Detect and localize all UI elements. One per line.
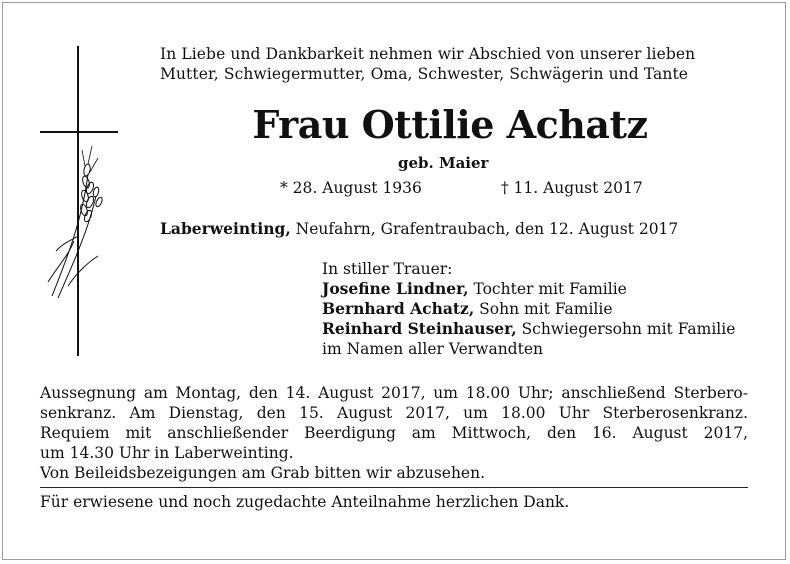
service-line: um 14.30 Uhr in Laberweinting. <box>40 444 294 462</box>
intro-line: In Liebe und Dankbarkeit nehmen wir Abschied von unserer lieben <box>160 45 696 63</box>
thanks-line: Für erwiesene und noch zugedachte Anteilnahme herzlichen Dank. <box>40 493 570 511</box>
condolence-note: Von Beileidsbezeigungen am Grab bitten wir abzusehen. <box>40 464 486 482</box>
divider <box>40 487 748 488</box>
intro-line: Mutter, Schwiegermutter, Oma, Schwester, Schwägerin und Tante <box>160 65 689 83</box>
mourner-name: Reinhard Steinhauser, <box>322 319 517 338</box>
place-date-line <box>160 219 678 238</box>
mourner-relation: Sohn mit Familie <box>474 300 613 318</box>
mourner-name: Bernhard Achatz, <box>322 299 475 318</box>
deceased-name: Frau Ottilie Achatz <box>252 102 648 147</box>
mourner-entry <box>322 279 735 299</box>
place-town: Laberweinting, <box>160 219 291 238</box>
cross-with-wheat-icon <box>38 46 120 358</box>
place-rest: Neufahrn, Grafentraubach, den 12. August 2017 <box>290 220 679 238</box>
birth-date: * 28. August 1936 <box>280 179 422 197</box>
intro-text <box>160 44 750 84</box>
maiden-name: geb. Maier <box>398 154 489 172</box>
life-dates <box>280 179 643 197</box>
mourner-entry <box>322 299 735 319</box>
mourners-heading: In stiller Trauer: <box>322 260 453 278</box>
service-line: Requiem mit anschließender Beerdigung am Mittwoch, den 16. August 2017, <box>40 424 748 442</box>
death-date: † 11. August 2017 <box>500 179 643 197</box>
mourner-relation: Tochter mit Familie <box>468 280 627 298</box>
mourners-block <box>322 259 735 359</box>
service-line: Aussegnung am Montag, den 14. August 2017, um 18.00 Uhr; anschließend Sterbero- <box>40 384 748 402</box>
mourners-closing: im Namen aller Verwandten <box>322 340 543 358</box>
mourner-name: Josefine Lindner, <box>322 279 469 298</box>
mourner-entry <box>322 319 735 339</box>
service-info <box>40 383 748 483</box>
service-line: senkranz. Am Dienstag, den 15. August 2017, um 18.00 Uhr Sterberosenkranz. <box>40 404 748 422</box>
mourner-relation: Schwiegersohn mit Familie <box>516 320 736 338</box>
